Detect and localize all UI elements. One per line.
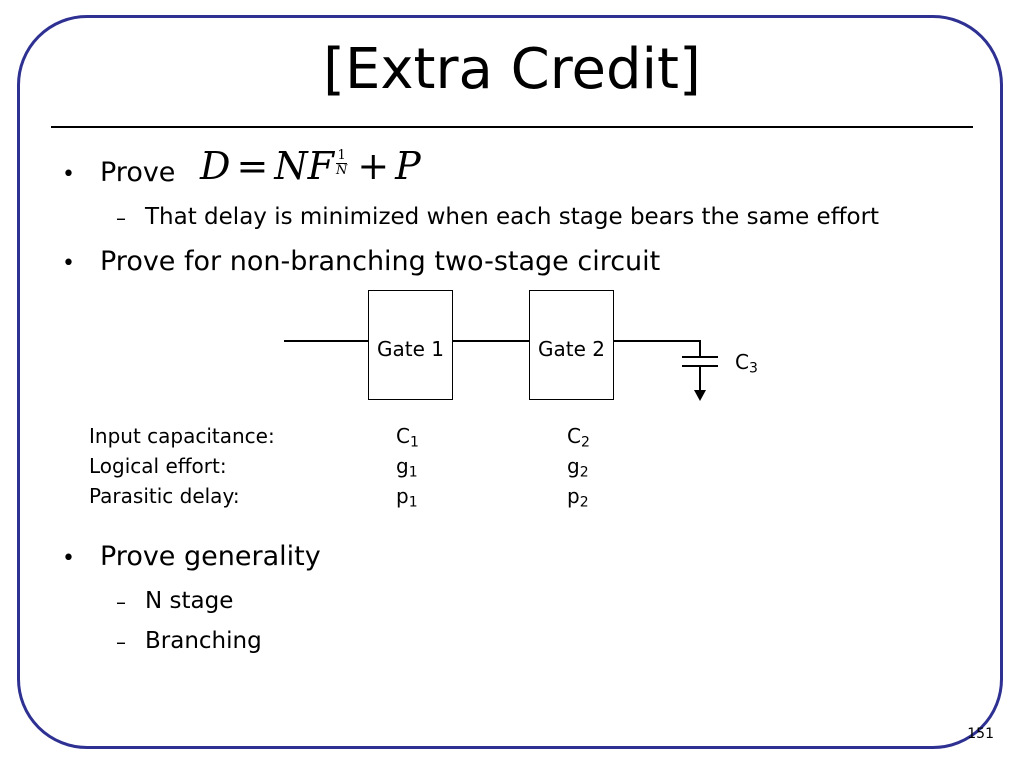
param-label-logical-effort: Logical effort: — [89, 454, 227, 478]
sub-bullet-branching: Branching — [145, 628, 262, 654]
bullet-dot: • — [62, 162, 75, 187]
bullet-dot: • — [62, 251, 75, 276]
exponent-numerator: 1 — [337, 148, 346, 163]
sub-dash: – — [116, 630, 126, 654]
title-divider — [51, 126, 973, 128]
formula-plus: + — [357, 144, 390, 188]
input-wire — [284, 340, 369, 342]
param-g2: $g_2$ — [567, 454, 589, 481]
param-p1: $p_1$ — [396, 484, 418, 511]
param-c2: $C_2$ — [567, 424, 590, 451]
formula-exponent — [336, 149, 347, 179]
sub-bullet-n-stage: N stage — [145, 588, 234, 614]
gate-2-label: Gate 2 — [538, 337, 605, 361]
cap-plate-top — [682, 356, 718, 358]
ground-arrow-icon — [694, 390, 706, 401]
bullet-prove: Prove — [100, 157, 176, 188]
load-cap-label: $C_3$ — [735, 350, 758, 377]
formula-equals: = — [236, 144, 269, 188]
formula-p: P — [395, 144, 421, 188]
sub-dash: – — [116, 590, 126, 614]
sub-dash: – — [116, 206, 126, 230]
param-g1: $g_1$ — [396, 454, 418, 481]
bullet-two-stage: Prove for non-branching two-stage circuit — [100, 246, 661, 277]
interstage-wire — [453, 340, 530, 342]
param-label-parasitic-delay: Parasitic delay: — [89, 484, 240, 508]
formula-nf: NF — [274, 144, 334, 188]
bullet-generality: Prove generality — [100, 541, 321, 572]
page-number: 151 — [967, 726, 994, 742]
gate-1-label: Gate 1 — [377, 337, 444, 361]
param-c1: $C_1$ — [396, 424, 419, 451]
gate-1-box — [368, 290, 453, 400]
sub-bullet-delay: That delay is minimized when each stage bears the same effort — [145, 204, 880, 230]
delay-formula — [200, 144, 421, 188]
exponent-denominator: N — [335, 163, 348, 179]
param-p2: $p_2$ — [567, 484, 589, 511]
gate-2-box — [529, 290, 614, 400]
bullet-dot: • — [62, 546, 75, 571]
formula-d: D — [200, 144, 231, 188]
cap-lead-top — [699, 340, 701, 356]
cap-lead-bottom — [699, 366, 701, 391]
slide-title: [Extra Credit] — [323, 37, 701, 102]
param-label-input-cap: Input capacitance: — [89, 424, 275, 448]
output-wire — [614, 340, 700, 342]
